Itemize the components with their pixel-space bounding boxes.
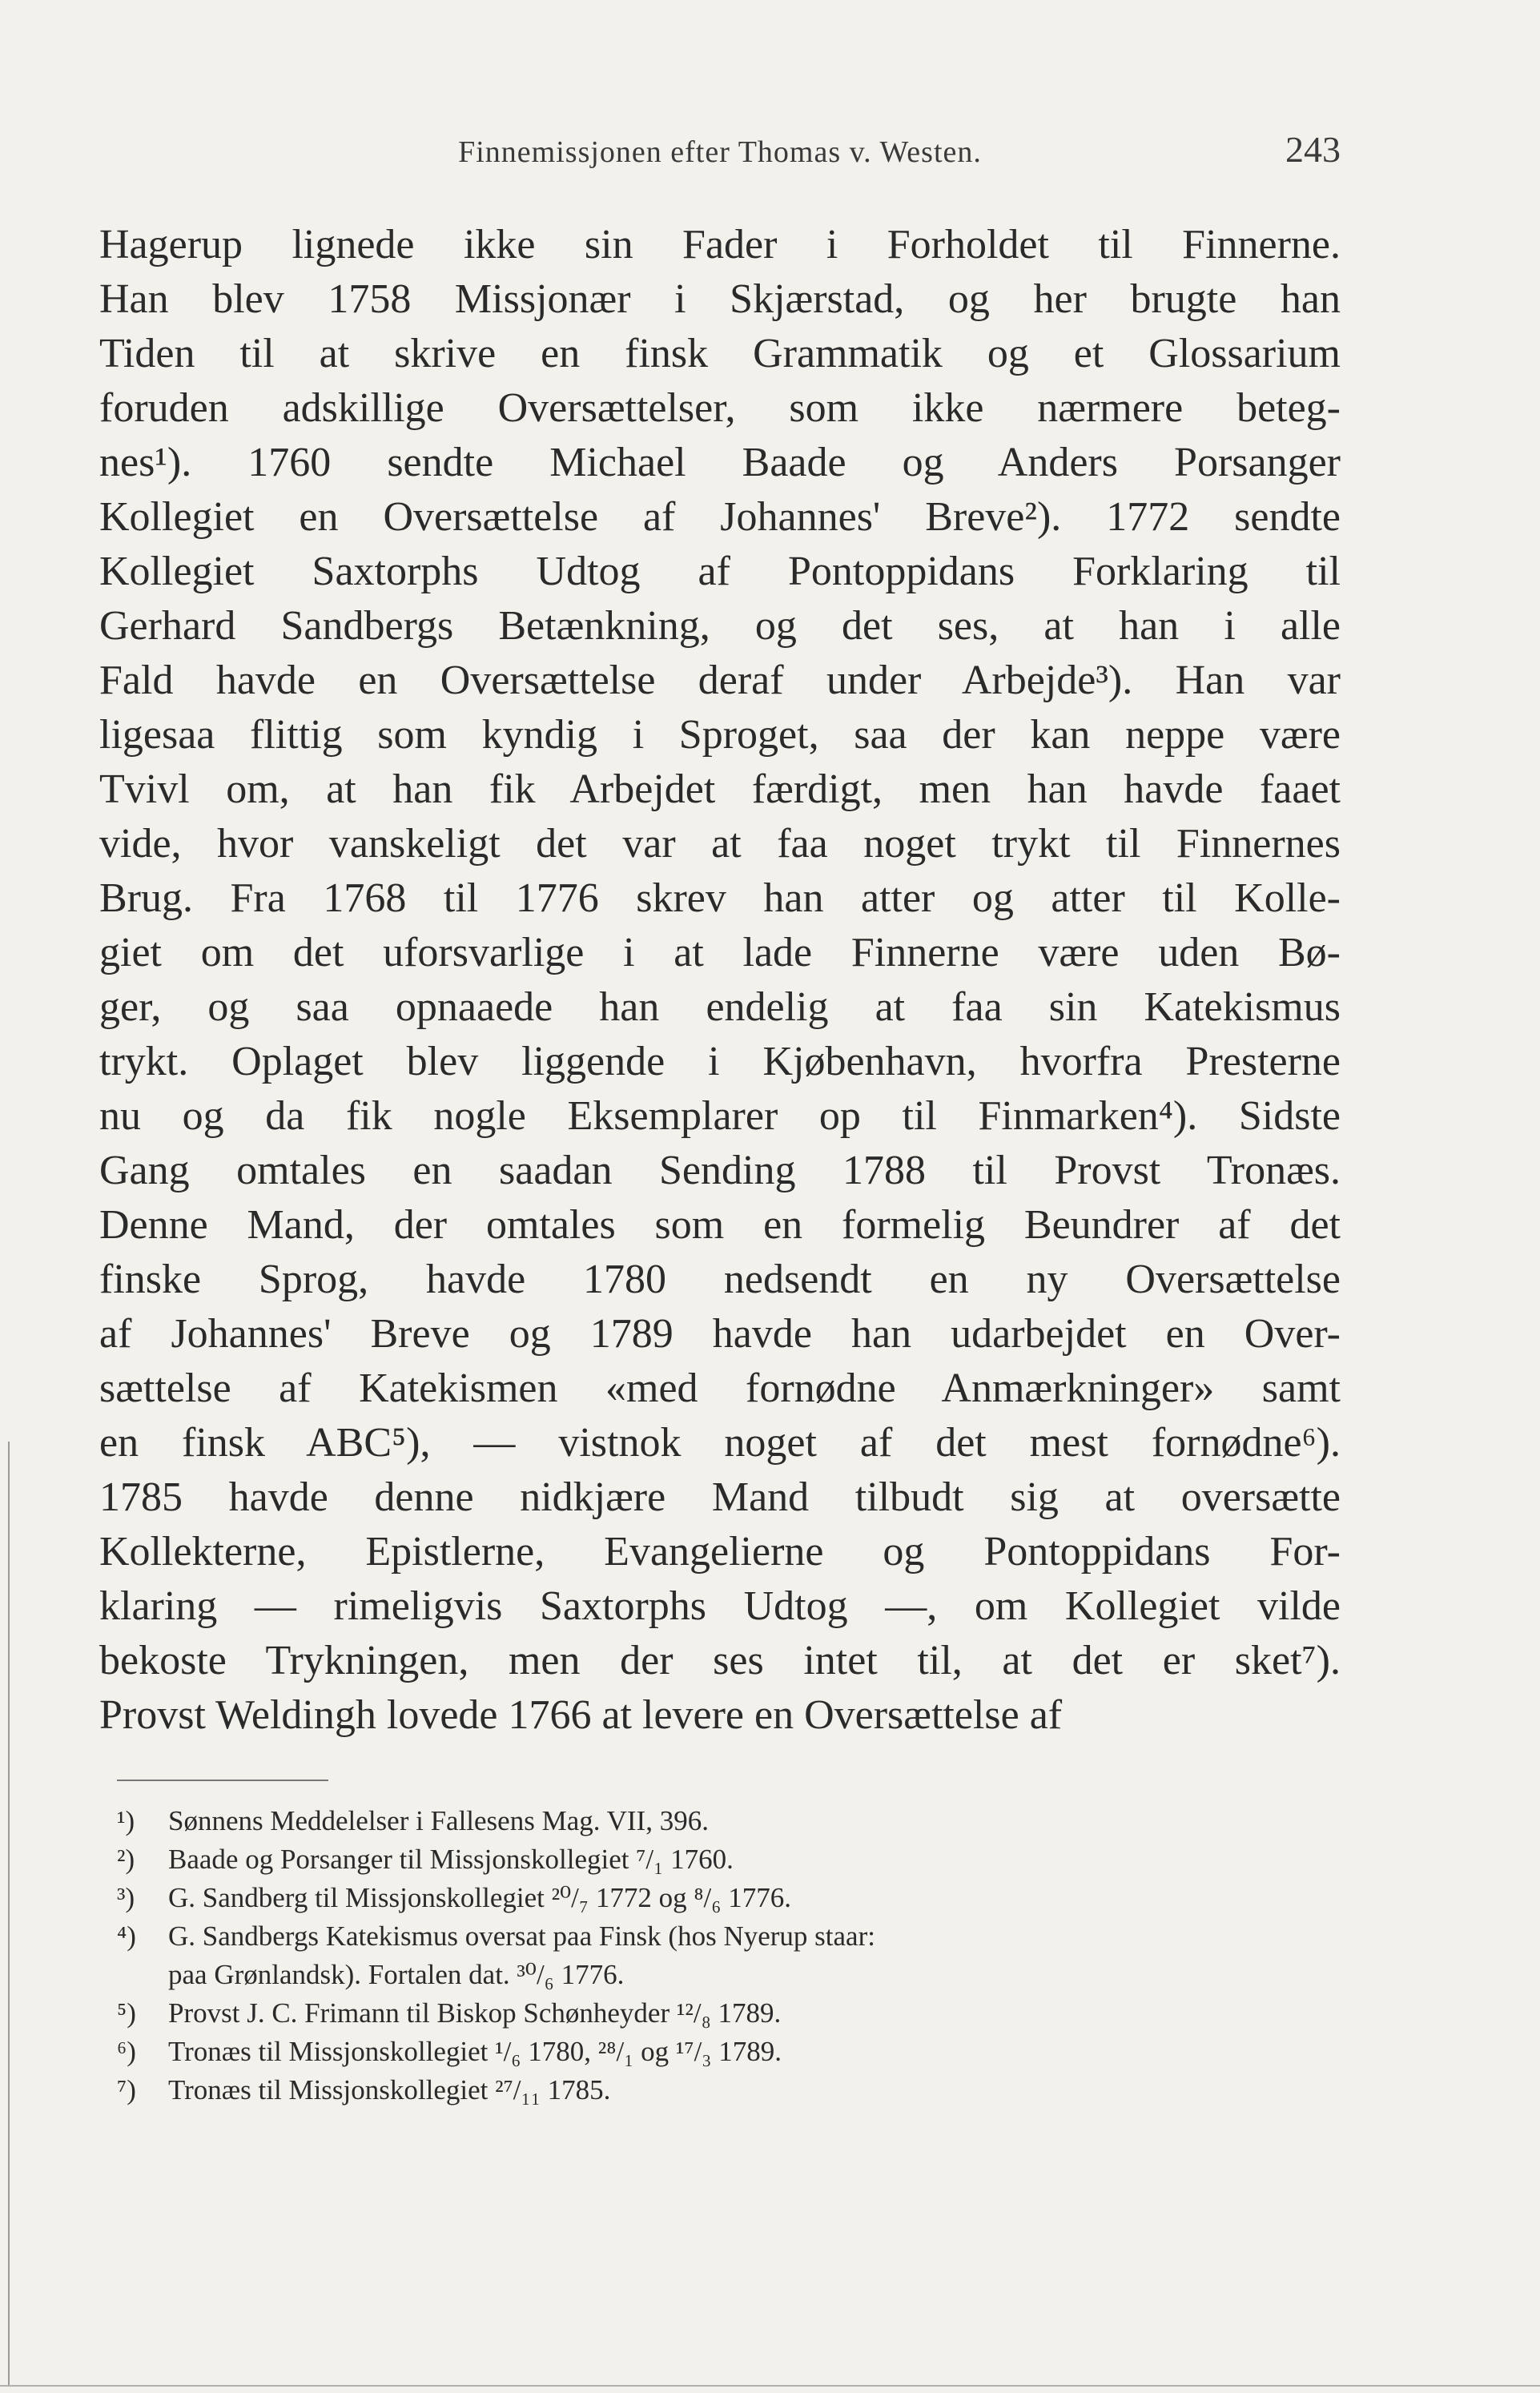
text-line: foruden adskillige Oversættelser, som ikke nærmere beteg- xyxy=(99,385,1341,431)
footnote-continuation xyxy=(117,1956,1342,1994)
footnote xyxy=(117,2071,1342,2109)
text-line: Brug. Fra 1768 til 1776 skrev han atter og atter til Kolle- xyxy=(99,875,1341,921)
text-line: klaring — rimeligvis Saxtorphs Udtog —, om Kollegiet vilde xyxy=(99,1583,1341,1629)
footnote-marker: ³) xyxy=(117,1882,135,1913)
text-line: Gang omtales en saadan Sending 1788 til Provst Tronæs. xyxy=(99,1148,1341,1193)
text-line: Fald havde en Oversættelse deraf under Arbejde³). Han var xyxy=(99,658,1341,703)
footnote xyxy=(117,1879,1342,1917)
text-line: Kollegiet Saxtorphs Udtog af Pontoppidans Forklaring til xyxy=(99,549,1341,594)
footnote-text: G. Sandberg til Missjonskollegiet ²⁰/₇ 1772 og ⁸/₆ 1776. xyxy=(168,1882,791,1913)
text-line: ger, og saa opnaaede han endelig at faa sin Katekismus xyxy=(99,984,1341,1030)
footnote-marker: ⁵) xyxy=(117,1997,136,2029)
footnote-divider xyxy=(117,1780,328,1781)
footnote-text: Tronæs til Missjonskollegiet ¹/₆ 1780, ²⁸/₁ og ¹⁷/₃ 1789. xyxy=(168,2036,782,2067)
text-line: giet om det uforsvarlige i at lade Finnerne være uden Bø- xyxy=(99,930,1341,975)
text-line: Kollegiet en Oversættelse af Johannes' Breve²). 1772 sendte xyxy=(99,494,1341,540)
text-line: finske Sprog, havde 1780 nedsendt en ny Oversættelse xyxy=(99,1257,1341,1302)
page-number: 243 xyxy=(1285,129,1341,170)
text-line: Tvivl om, at han fik Arbejdet færdigt, men han havde faaet xyxy=(99,766,1341,812)
text-line: nes¹). 1760 sendte Michael Baade og Anders Porsanger xyxy=(99,440,1341,485)
footnote-marker: ⁶) xyxy=(117,2036,136,2067)
text-line: Tiden til at skrive en finsk Grammatik og et Glossarium xyxy=(99,331,1341,376)
text-line: trykt. Oplaget blev liggende i Kjøbenhavn, hvorfra Presterne xyxy=(99,1039,1341,1084)
page-header xyxy=(99,128,1341,176)
text-line: nu og da fik nogle Eksemplarer op til Finmarken⁴). Sidste xyxy=(99,1093,1341,1139)
footnote-marker: ¹) xyxy=(117,1805,135,1836)
footnote xyxy=(117,2033,1342,2071)
text-line: bekoste Trykningen, men der ses intet til, at det er sket⁷). xyxy=(99,1638,1341,1683)
text-line: Kollekterne, Epistlerne, Evangelierne og Pontoppidans For- xyxy=(99,1529,1341,1575)
footnote-text: paa Grønlandsk). Fortalen dat. ³⁰/₆ 1776. xyxy=(168,1959,625,1990)
page-edge-shadow xyxy=(8,1442,10,2387)
footnote-marker: ⁷) xyxy=(117,2074,136,2105)
footnote-marker: ²) xyxy=(117,1844,135,1875)
footnote-text: G. Sandbergs Katekismus oversat paa Finsk (hos Nyerup staar: xyxy=(168,1920,875,1952)
text-line: Han blev 1758 Missjonær i Skjærstad, og her brugte han xyxy=(99,276,1341,322)
text-line: en finsk ABC⁵), — vistnok noget af det mest fornødne⁶). xyxy=(99,1420,1341,1466)
footnote xyxy=(117,1840,1342,1879)
footnote-text: Provst J. C. Frimann til Biskop Schønheyder ¹²/₈ 1789. xyxy=(168,1997,782,2029)
body-text xyxy=(99,218,1341,1743)
text-line: vide, hvor vanskeligt det var at faa noget trykt til Finnernes xyxy=(99,821,1341,867)
footnote-text: Sønnens Meddelelser i Fallesens Mag. VII, 396. xyxy=(168,1805,709,1836)
text-line: sættelse af Katekismen «med fornødne Anmærkninger» samt xyxy=(99,1365,1341,1411)
footnotes xyxy=(117,1802,1342,2109)
text-line: Gerhard Sandbergs Betænkning, og det ses, at han i alle xyxy=(99,603,1341,649)
text-line: 1785 havde denne nidkjære Mand tilbudt sig at oversætte xyxy=(99,1474,1341,1520)
text-line: ligesaa flittig som kyndig i Sproget, saa der kan neppe være xyxy=(99,712,1341,758)
footnote-text: Baade og Porsanger til Missjonskollegiet ⁷/₁ 1760. xyxy=(168,1844,734,1875)
footnote-text: Tronæs til Missjonskollegiet ²⁷/₁₁ 1785. xyxy=(168,2074,611,2105)
footnote-marker: ⁴) xyxy=(117,1920,136,1952)
footnote xyxy=(117,1917,1342,1956)
page-bottom-edge xyxy=(0,2385,1540,2387)
text-line: Hagerup lignede ikke sin Fader i Forholdet til Finnerne. xyxy=(99,222,1341,267)
footnote xyxy=(117,1994,1342,2033)
footnote xyxy=(117,1802,1342,1840)
text-line: af Johannes' Breve og 1789 havde han udarbejdet en Over- xyxy=(99,1311,1341,1357)
text-line: Denne Mand, der omtales som en formelig Beundrer af det xyxy=(99,1202,1341,1248)
text-line: Provst Weldingh lovede 1766 at levere en Oversættelse af xyxy=(99,1692,1063,1738)
running-title: Finnemissjonen efter Thomas v. Westen. xyxy=(458,135,982,169)
